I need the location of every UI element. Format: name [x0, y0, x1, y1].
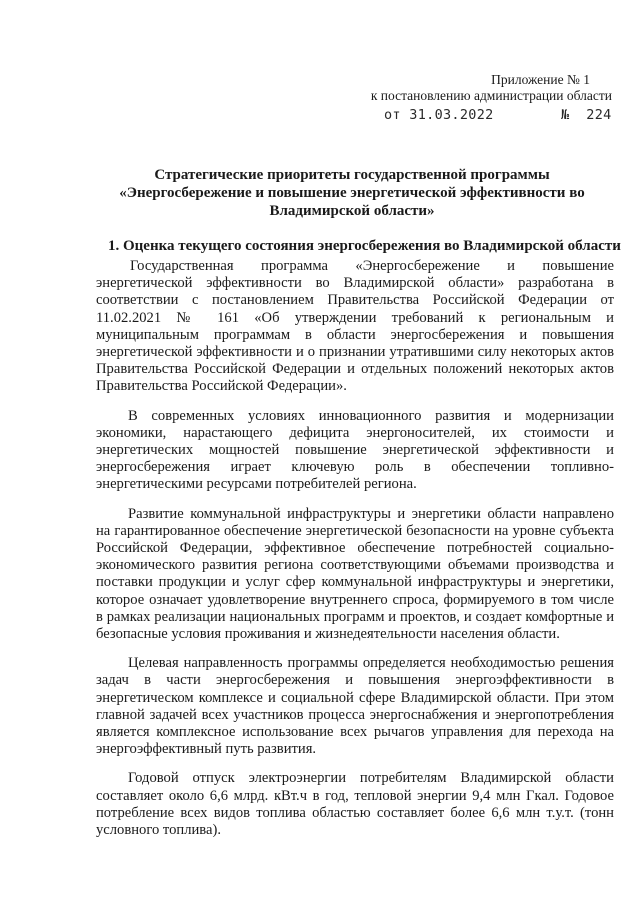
paragraph: Государственная программа «Энергосбережение и повышение энергетической эффективности во Владимирской области» разработана в соответствии с постановлением Правительства Российской Федерации от 11.02.2021 № 161 «Об утверждении требований к региональным и муниципальным программам в области энергосбережения и повышения энергетической эффективности и о признании утратившими силу некоторых актов Правительства Российской Федерации и отдельных положений некоторых актов Правительства Российской Федерации».: [96, 258, 614, 395]
section-heading: 1. Оценка текущего состояния энергосбережения во Владимирской области: [108, 238, 621, 254]
document-title: Стратегические приоритеты государственной программы «Энергосбережение и повышение энергетической эффективности во Владимирской области»: [119, 167, 585, 219]
appendix-title: Приложение № 1: [491, 72, 590, 87]
appendix-header: [371, 72, 612, 104]
paragraph: В современных условиях инновационного развития и модернизации экономики, нарастающего дефицита энергоносителей, их стоимости и энергетических мощностей повышение энергетической эффективности и энергосбережения играет ключевую роль в обеспечении топливно-энергетическими ресурсами потребителей региона.: [96, 407, 614, 493]
paragraph: Целевая направленность программы определяется необходимостью решения задач в части энергосбережения и повышения энергоэффективности в энергетическом комплексе и социальной сфере Владимирской области. При этом главной задачей всех участников процесса энергоснабжения и энергопотребления является комплексное использование всех рычагов управления для перехода на энергоэффективный путь развития.: [96, 655, 614, 758]
paragraph: Развитие коммунальной инфраструктуры и энергетики области направлено на гарантированное обеспечение энергетической безопасности на уровне субъекта Российской Федерации, эффективное обеспечение потребностей социально-экономического развития региона соответствующими объемами производства и поставки продукции и услуг сфер коммунальной инфраструктуры и энергетики, которое означает удовлетворение внутреннего спроса, формируемого в том числе в рамках реализации национальных программ и проектов, и создает комфортные и безопасные условия проживания и жизнедеятельности населения области.: [96, 505, 614, 643]
appendix-reference: к постановлению администрации области: [370, 88, 612, 103]
paragraph: Годовой отпуск электроэнергии потребителям Владимирской области составляет около 6,6 млрд. кВт.ч в год, тепловой энергии 9,4 млн Гкал. Годовое потребление всех видов топлива областью составляет более 6,6 млн т.у.т. (тонн условного топлива).: [96, 770, 614, 839]
section-body: [96, 258, 614, 851]
date-number-stamp: от 31.03.2022 № 224: [384, 107, 612, 123]
